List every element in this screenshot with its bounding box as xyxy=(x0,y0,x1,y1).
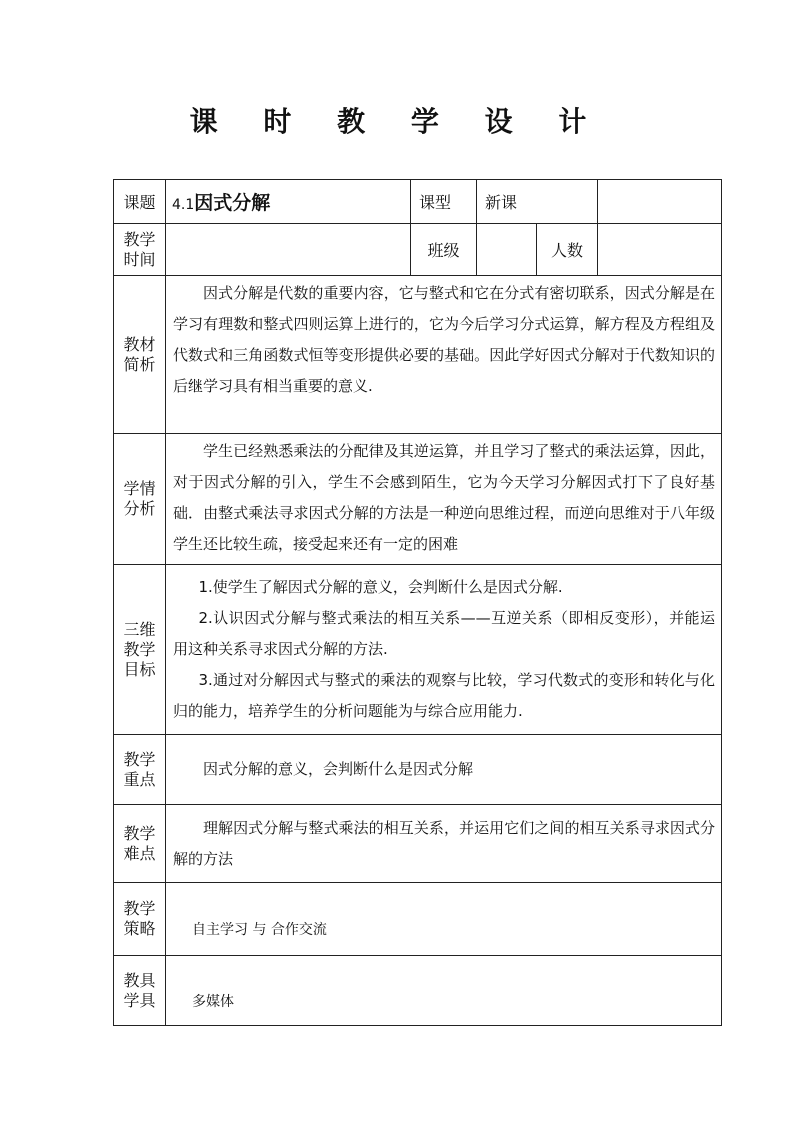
goal-item: 3.通过对分解因式与整式的乘法的观察与比较，学习代数式的变形和转化与化归的能力，培养学生的分析问题能为与综合应用能力. xyxy=(173,671,716,720)
topic-name: 因式分解 xyxy=(194,192,271,214)
goal-item: 2.认识因式分解与整式乘法的相互关系——互逆关系（即相反变形），并能运用这种关系寻求因式分解的方法. xyxy=(173,609,716,658)
class-label: 班级 xyxy=(411,224,477,276)
page-title: 课 时 教 学 设 计 xyxy=(189,105,605,138)
difficulty-text: 理解因式分解与整式乘法的相互关系，并运用它们之间的相互关系寻求因式分解的方法 xyxy=(166,805,722,883)
tools-text: 多媒体 xyxy=(166,956,722,1026)
row-strategy xyxy=(114,883,722,956)
row-students xyxy=(114,434,722,565)
time-value xyxy=(166,224,411,276)
empty-cell xyxy=(598,180,722,224)
goals-label: 三维 教学 目标 xyxy=(114,565,166,735)
row-time xyxy=(114,224,722,276)
class-value xyxy=(477,224,537,276)
row-goals xyxy=(114,565,722,735)
strategy-text: 自主学习 与 合作交流 xyxy=(166,883,722,956)
count-label: 人数 xyxy=(537,224,598,276)
strategy-label: 教学 策略 xyxy=(114,883,166,956)
students-label: 学情 分析 xyxy=(114,434,166,565)
type-label: 课型 xyxy=(411,180,477,224)
topic-number: 4.1 xyxy=(172,197,195,213)
goal-item: 1.使学生了解因式分解的意义，会判断什么是因式分解. xyxy=(198,578,563,596)
material-label: 教材 简析 xyxy=(114,276,166,434)
lesson-plan-table xyxy=(113,179,722,1026)
material-text: 因式分解是代数的重要内容，它与整式和它在分式有密切联系，因式分解是在学习有理数和整式四则运算上进行的，它为今后学习分式运算，解方程及方程组及代数式和三角函数式恒等变形提供必要的基础。因此学好因式分解对于代数知识的后继学习具有相当重要的意义. xyxy=(166,276,722,434)
time-label: 教学 时间 xyxy=(114,224,166,276)
tools-label: 教具 学具 xyxy=(114,956,166,1026)
students-text: 学生已经熟悉乘法的分配律及其逆运算，并且学习了整式的乘法运算，因此，对于因式分解的引入，学生不会感到陌生，它为今天学习分解因式打下了良好基础．由整式乘法寻求因式分解的方法是一种逆向思维过程，而逆向思维对于八年级学生还比较生疏，接受起来还有一定的困难 xyxy=(166,434,722,565)
key-point-text: 因式分解的意义，会判断什么是因式分解 xyxy=(166,735,722,805)
topic-value xyxy=(166,180,411,224)
row-topic xyxy=(114,180,722,224)
topic-label: 课题 xyxy=(114,180,166,224)
goals-text xyxy=(166,565,722,735)
difficulty-label: 教学 难点 xyxy=(114,805,166,883)
row-tools xyxy=(114,956,722,1026)
count-value xyxy=(598,224,722,276)
type-value: 新课 xyxy=(477,180,598,224)
key-point-label: 教学 重点 xyxy=(114,735,166,805)
row-material xyxy=(114,276,722,434)
row-difficulty xyxy=(114,805,722,883)
row-key-point xyxy=(114,735,722,805)
